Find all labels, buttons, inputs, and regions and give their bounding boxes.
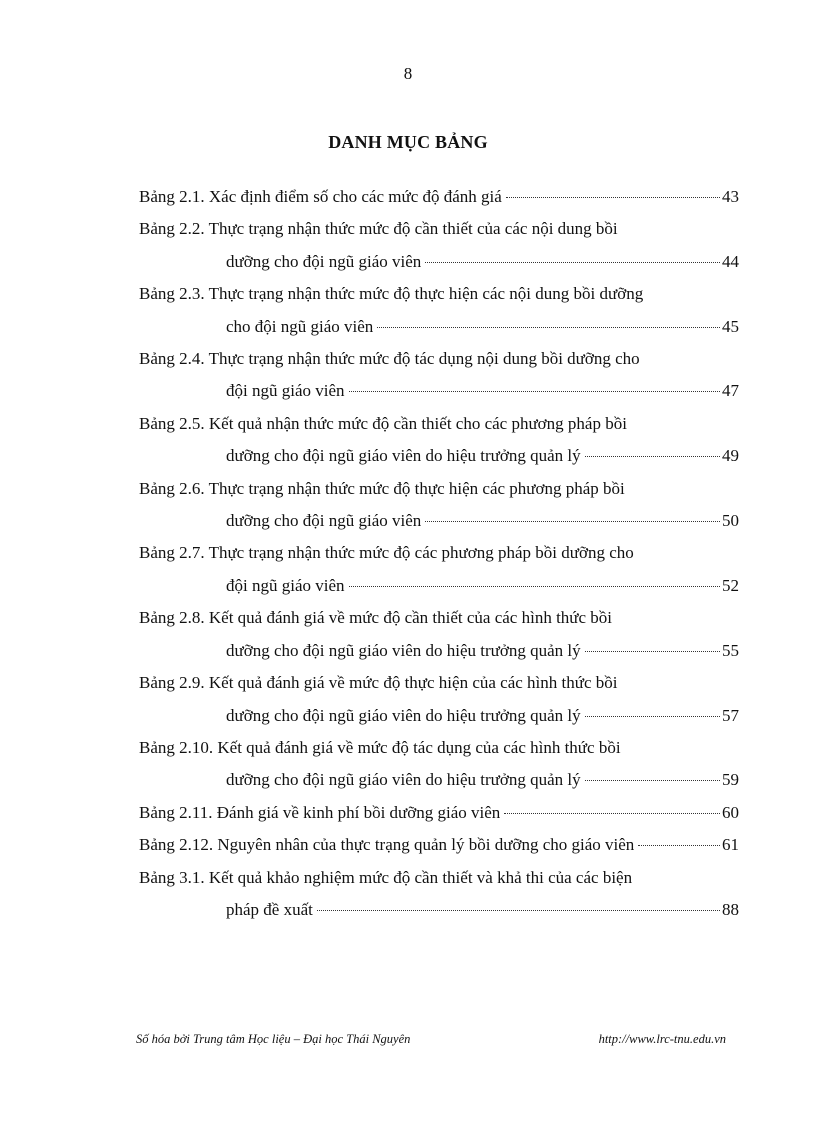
toc-entry <box>139 602 739 667</box>
dot-leader <box>585 456 720 457</box>
toc-entry <box>139 181 739 213</box>
toc-entry-title: Bảng 2.8. Kết quả đánh giá về mức độ cần thiết của các hình thức bồi <box>139 608 613 628</box>
toc-entry-page: 88 <box>722 899 739 919</box>
toc-entry-page: 52 <box>722 575 739 595</box>
dot-leader <box>638 845 720 846</box>
dot-leader <box>317 910 720 911</box>
toc-entry-title: Bảng 2.7. Thực trạng nhận thức mức độ các phương pháp bồi dưỡng cho <box>139 543 634 563</box>
dot-leader <box>585 780 720 781</box>
toc-entry-title: Bảng 2.2. Thực trạng nhận thức mức độ cần thiết của các nội dung bồi <box>139 219 618 239</box>
dot-leader <box>506 197 720 198</box>
toc-entry <box>139 408 739 473</box>
footer <box>136 1032 726 1047</box>
dot-leader <box>425 262 720 263</box>
toc-entry-title-cont: cho đội ngũ giáo viên <box>226 316 374 336</box>
dot-leader <box>425 521 720 522</box>
toc-entry-page: 61 <box>722 835 739 855</box>
toc-entry-page: 49 <box>722 446 739 466</box>
toc-entry-title: Bảng 2.6. Thực trạng nhận thức mức độ thực hiện các phương pháp bồi <box>139 478 625 498</box>
toc-entry-page: 47 <box>722 381 739 401</box>
toc-entry-title: Bảng 2.4. Thực trạng nhận thức mức độ tác dụng nội dung bồi dưỡng cho <box>139 349 640 369</box>
toc-entry-page: 50 <box>722 511 739 531</box>
dot-leader <box>349 391 720 392</box>
toc-entry <box>139 862 739 927</box>
toc-entry-page: 43 <box>722 187 739 206</box>
toc-entry <box>139 473 739 538</box>
toc-entry-title: Bảng 2.11. Đánh giá về kinh phí bồi dưỡng giáo viên <box>139 802 501 822</box>
dot-leader <box>585 651 720 652</box>
toc-entry-page: 44 <box>722 251 739 271</box>
toc-entry-page: 57 <box>722 705 739 725</box>
toc-entry-title: Bảng 2.5. Kết quả nhận thức mức độ cần thiết cho các phương pháp bồi <box>139 413 627 433</box>
toc-entry-title-cont: dưỡng cho đội ngũ giáo viên do hiệu trưởng quản lý <box>226 640 581 660</box>
toc-entry <box>139 213 739 278</box>
dot-leader <box>585 716 720 717</box>
toc-entry-title-cont: dưỡng cho đội ngũ giáo viên do hiệu trưởng quản lý <box>226 705 581 725</box>
toc-entry-title-cont: đội ngũ giáo viên <box>226 575 345 595</box>
toc-entry-title: Bảng 2.9. Kết quả đánh giá về mức độ thực hiện của các hình thức bồi <box>139 673 618 693</box>
dot-leader <box>504 813 720 814</box>
table-list <box>139 181 739 926</box>
toc-entry <box>139 667 739 732</box>
toc-entry-page: 60 <box>722 802 739 822</box>
toc-entry-title: Bảng 2.3. Thực trạng nhận thức mức độ thực hiện các nội dung bồi dưỡng <box>139 284 644 304</box>
toc-entry-page: 59 <box>722 770 739 790</box>
footer-url: http://www.lrc-tnu.edu.vn <box>598 1032 726 1046</box>
toc-entry-title: Bảng 2.12. Nguyên nhân của thực trạng quản lý bồi dưỡng cho giáo viên <box>139 835 635 855</box>
page-title: DANH MỤC BẢNG <box>328 132 488 152</box>
toc-entry <box>139 829 739 861</box>
toc-entry-title: Bảng 2.10. Kết quả đánh giá về mức độ tác dụng của các hình thức bồi <box>139 737 621 757</box>
footer-source: Số hóa bởi Trung tâm Học liệu – Đại học Thái Nguyên <box>136 1032 411 1046</box>
dot-leader <box>349 586 720 587</box>
toc-entry-title-cont: đội ngũ giáo viên <box>226 381 345 401</box>
toc-entry-title-cont: dưỡng cho đội ngũ giáo viên do hiệu trưởng quản lý <box>226 770 581 790</box>
toc-entry-title: Bảng 3.1. Kết quả khảo nghiệm mức độ cần thiết và khả thi của các biện <box>139 867 633 887</box>
toc-entry <box>139 343 739 408</box>
toc-entry-title-cont: pháp đề xuất <box>226 899 313 919</box>
page-number: 8 <box>403 64 413 83</box>
toc-entry <box>139 797 739 829</box>
toc-entry <box>139 278 739 343</box>
toc-entry <box>139 537 739 602</box>
toc-entry-page: 55 <box>722 640 739 660</box>
toc-entry-title: Bảng 2.1. Xác định điểm số cho các mức độ đánh giá <box>139 187 502 206</box>
toc-entry-page: 45 <box>722 316 739 336</box>
toc-entry-title-cont: dưỡng cho đội ngũ giáo viên do hiệu trưởng quản lý <box>226 446 581 466</box>
toc-entry <box>139 732 739 797</box>
toc-entry-title-cont: dưỡng cho đội ngũ giáo viên <box>226 251 422 271</box>
dot-leader <box>377 327 720 328</box>
toc-entry-title-cont: dưỡng cho đội ngũ giáo viên <box>226 511 422 531</box>
